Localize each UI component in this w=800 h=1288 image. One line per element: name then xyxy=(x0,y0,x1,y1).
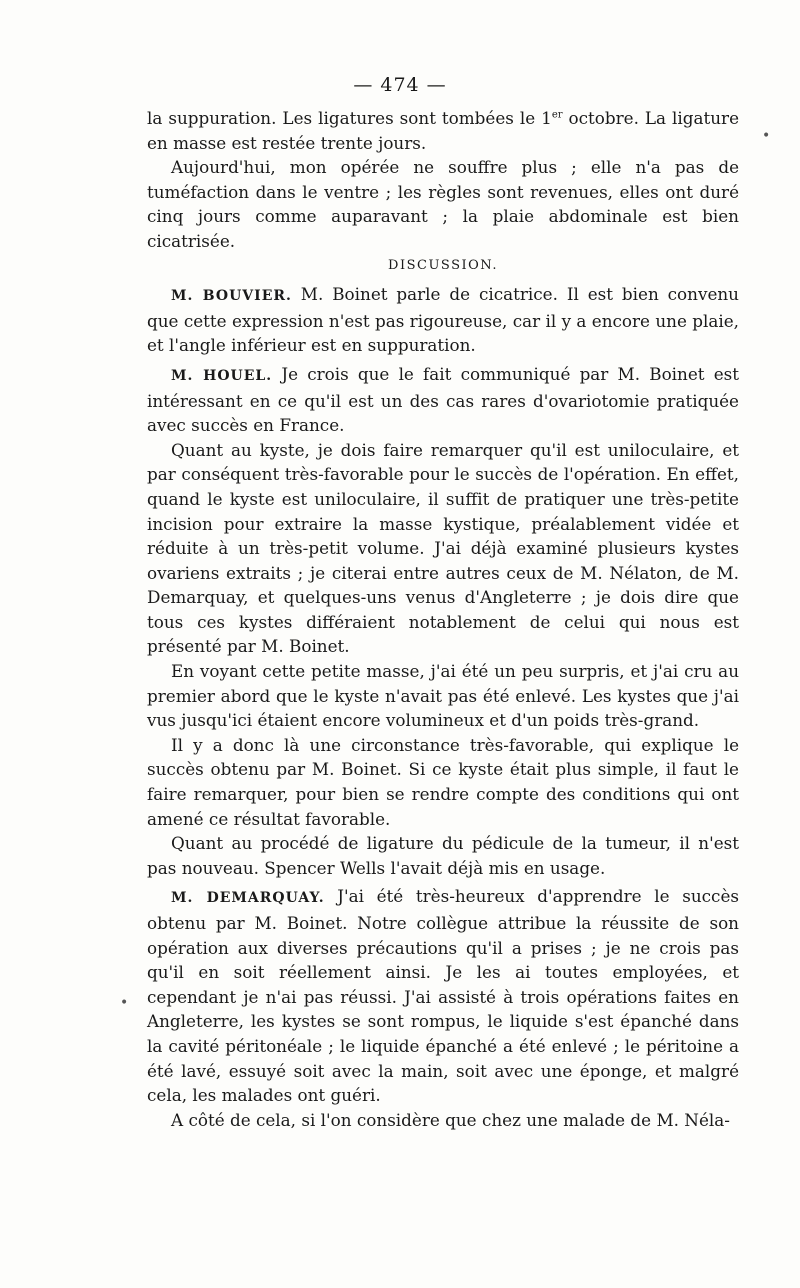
speech-bouvier xyxy=(147,282,739,358)
paragraph-text: octobre. La ligature en masse est restée trente jours. xyxy=(147,108,740,153)
margin-mark: • xyxy=(762,128,771,144)
speaker-name: M. HOUEL. xyxy=(171,367,273,384)
paragraph xyxy=(147,106,739,155)
speech-text: M. Boinet parle de cicatrice. Il est bien convenu que cette expression n'est pas rigoureuse, car il y a encore une plaie, et l'angle inférieur est en suppuration. xyxy=(147,284,739,356)
paragraph: Quant au kyste, je dois faire remarquer qu'il est uniloculaire, et par conséquent très-favorable pour le succès de l'opération. En effet, quand le kyste est uniloculaire, il suffit de pratiquer une très-petite incision pour extraire la masse kystique, préalablement vidée et réduite à un très-petit volume. J'ai déjà examiné plusieurs kystes ovariens extraits ; je citerai entre autres ceux de M. Nélaton, de M. Demarquay, et quelques-uns venus d'Angleterre ; je dois dire que tous ces kystes différaient notablement de celui qui nous est présenté par M. Boinet. xyxy=(147,439,739,657)
page-number: — 474 — xyxy=(353,74,447,96)
margin-mark: • xyxy=(120,995,129,1011)
speaker-name: M. BOUVIER. xyxy=(171,288,292,305)
page-body xyxy=(147,106,739,1132)
paragraph: A côté de cela, si l'on considère que chez une malade de M. Néla- xyxy=(171,1109,730,1130)
paragraph: En voyant cette petite masse, j'ai été un peu surpris, et j'ai cru au premier abord que le kyste n'avait pas été enlevé. Les kystes que j'ai vus jusqu'ici étaient encore volumineux et d'un poids très-grand. xyxy=(147,661,739,731)
speech-text: J'ai été très-heureux d'apprendre le succès obtenu par M. Boinet. Notre collègue attribue la réussite de son opération aux diverses précautions qu'il a prises ; je ne crois pas qu'il en soit réellement ainsi. Je les ai toutes employées, et cependant je n'ai pas réussi. J'ai assisté à trois opérations faites en Angleterre, les kystes se sont rompus, le liquide s'est épanché dans la cavité péritonéale ; le liquide épanché a été enlevé ; le péritoine a été lavé, essuyé soit avec la main, soit avec une éponge, et malgré cela, les malades ont guéri. xyxy=(147,886,739,1106)
speech-text: Je crois que le fait communiqué par M. Boinet est intéressant en ce qu'il est un des cas rares d'ovariotomie pratiquée avec succès en France. xyxy=(147,363,740,436)
paragraph: Quant au procédé de ligature du pédicule de la tumeur, il n'est pas nouveau. Spencer Wells l'avait déjà mis en usage. xyxy=(147,833,739,878)
paragraph: Il y a donc là une circonstance très-favorable, qui explique le succès obtenu par M. Boinet. Si ce kyste était plus simple, il faut le faire remarquer, pour bien se rendre compte des conditions qui ont amené ce résultat favorable. xyxy=(147,734,739,829)
speech-houel xyxy=(147,362,739,438)
speech-demarquay xyxy=(147,884,739,1107)
speaker-name: M. DEMARQUAY. xyxy=(171,890,325,907)
paragraph-text: la suppuration. Les ligatures sont tombées le 1 xyxy=(147,108,552,128)
section-heading: DISCUSSION. xyxy=(388,257,498,273)
superscript: er xyxy=(551,109,563,121)
paragraph: Aujourd'hui, mon opérée ne souffre plus ; elle n'a pas de tuméfaction dans le ventre ; les règles sont revenues, elles ont duré cinq jours comme auparavant ; la plaie abdominale est bien cicatrisée. xyxy=(147,157,739,251)
